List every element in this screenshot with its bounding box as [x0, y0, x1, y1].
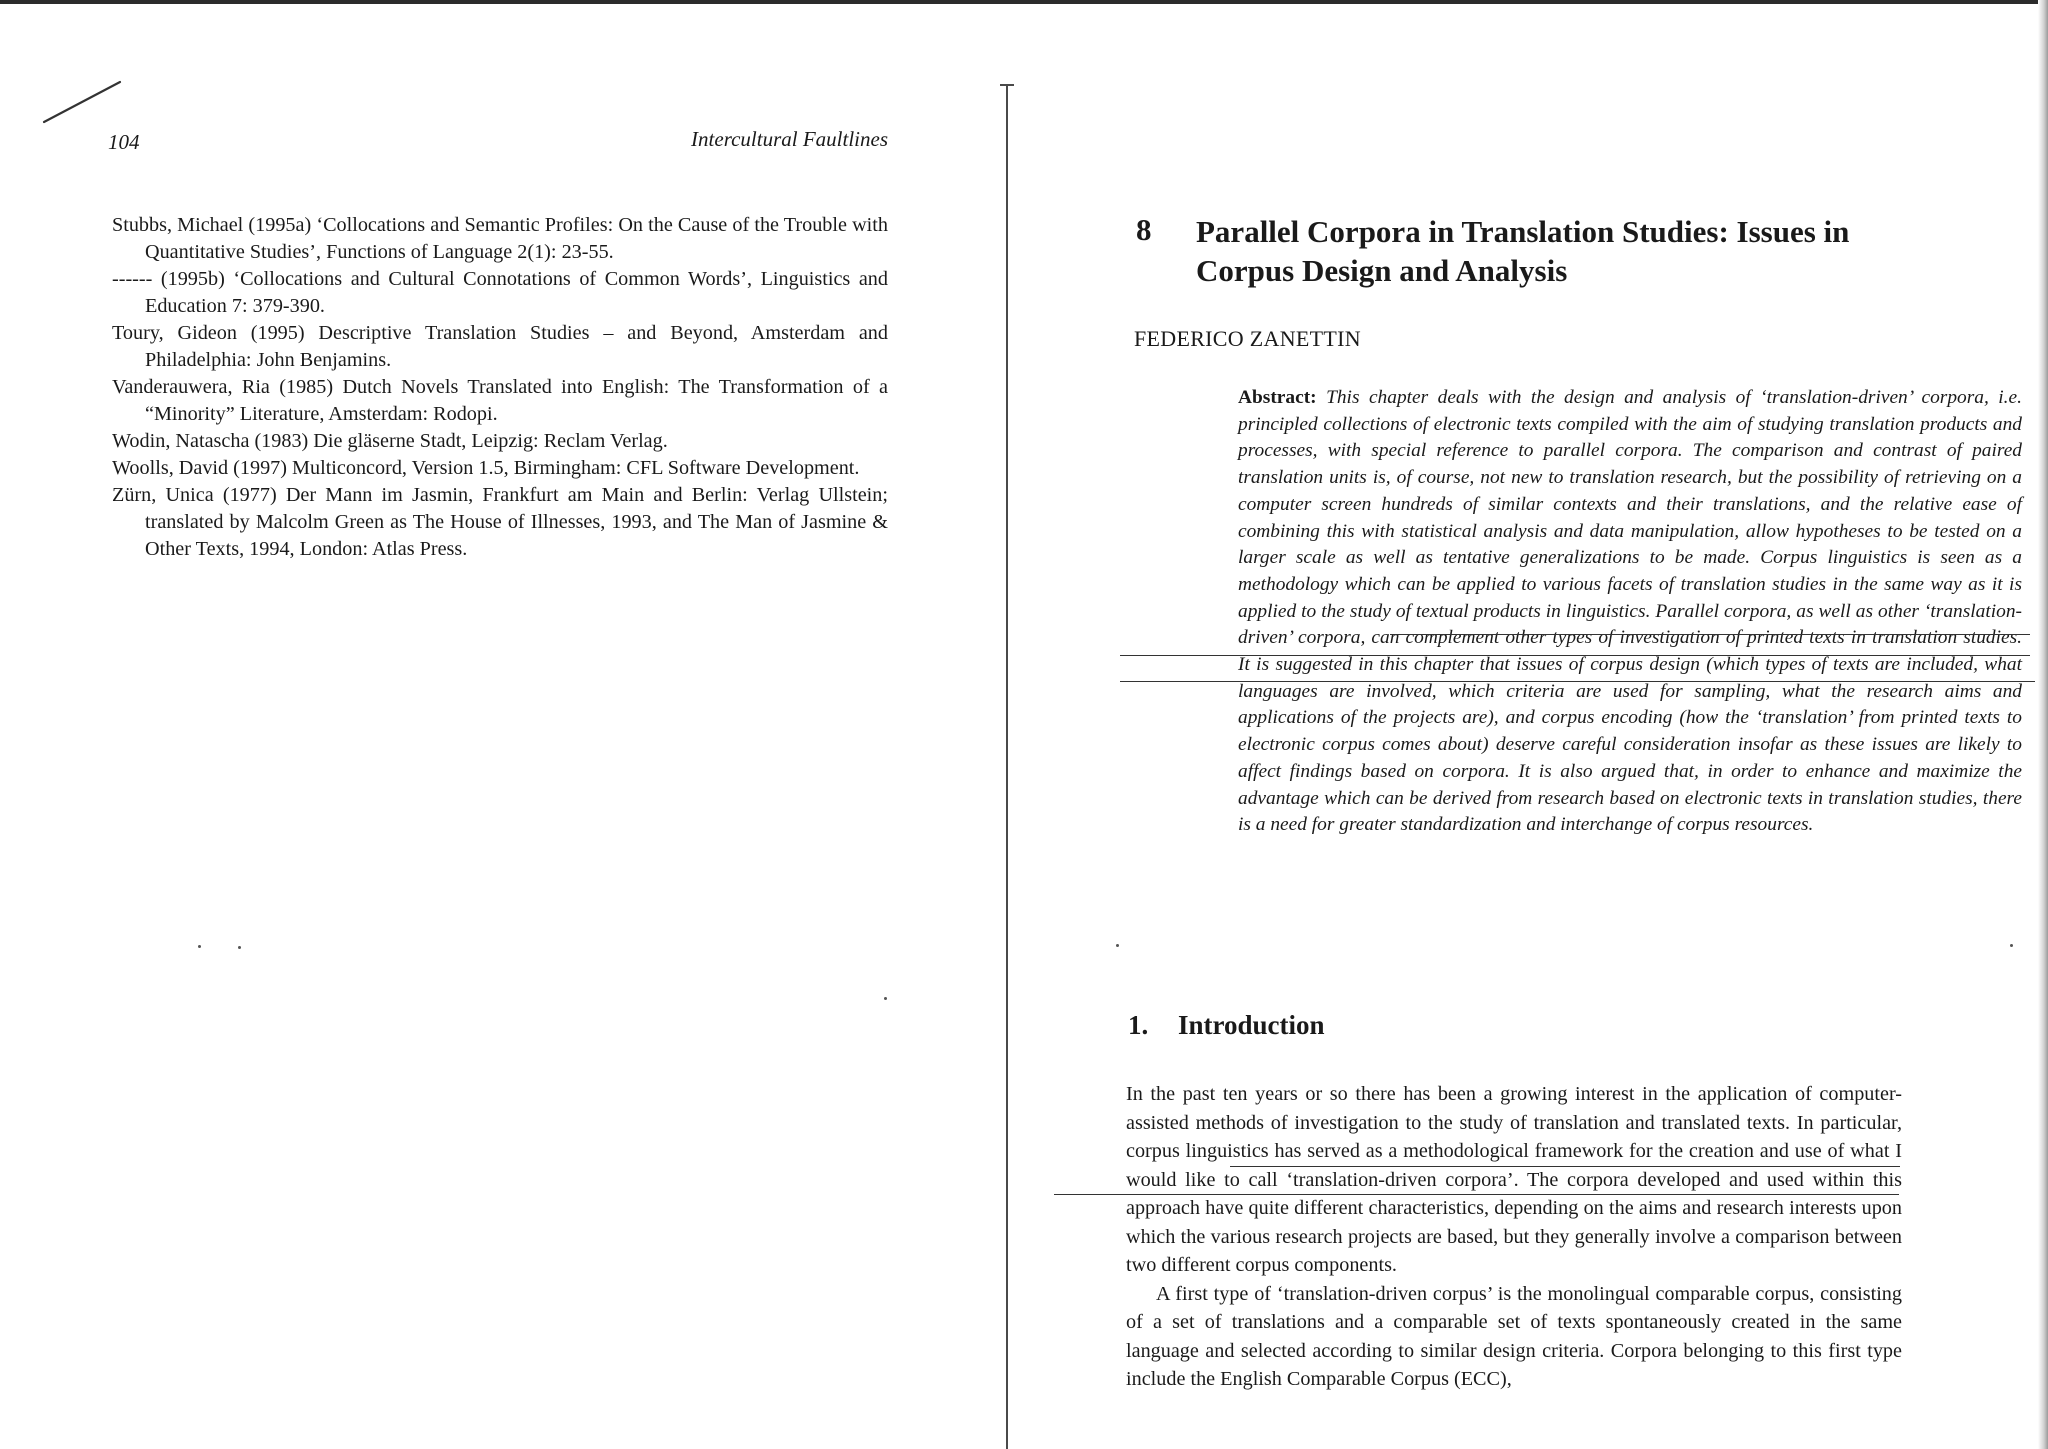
scan-right-edge [2038, 0, 2048, 1449]
body-text [1126, 1080, 1902, 1394]
reference-entry: Zürn, Unica (1977) Der Mann im Jasmin, Frankfurt am Main and Berlin: Verlag Ullstein; translated by Malcolm Green as The House of Illnesses, 1993, and The Man of Jasmine & Other Texts, 1994, London: Atlas Press. [112, 484, 888, 560]
left-page [108, 0, 888, 1449]
chapter-author: FEDERICO ZANETTIN [1134, 326, 1361, 351]
gutter-tick [1000, 84, 1014, 86]
scan-speck [884, 997, 887, 1000]
section-heading [1128, 1010, 1325, 1041]
book-gutter [1006, 84, 1008, 1449]
reference-entry: Toury, Gideon (1995) Descriptive Translation Studies – and Beyond, Amsterdam and Philadelphia: John Benjamins. [112, 322, 888, 371]
reference-entry: Wodin, Natascha (1983) Die gläserne Stadt, Leipzig: Reclam Verlag. [112, 430, 668, 452]
scan-speck [198, 945, 201, 948]
pencil-underline [1390, 634, 2030, 635]
chapter-title: Parallel Corpora in Translation Studies: Issues in Corpus Design and Analysis [1196, 214, 1850, 288]
pencil-underline [1230, 1166, 1900, 1167]
paragraph: In the past ten years or so there has been a growing interest in the application of computer-assisted methods of investigation to the study of translation and translated texts. In particular, corpus linguistics has served as a methodological framework for the creation and use of what I would like to call ‘translation-driven corpora’. The corpora developed and used within this approach have quite different characteristics, depending on the aims and research interests upon which the various research projects are based, but they generally involve a comparison between two different corpus components. [1126, 1083, 1902, 1276]
paragraph: A first type of ‘translation-driven corpus’ is the monolingual comparable corpus, consisting of a set of translations and a comparable set of texts spontaneously created in the same language and selected according to similar design criteria. Corpora belonging to this first type include the English Comparable Corpus (ECC), [1126, 1282, 1902, 1390]
pencil-underline [1120, 655, 2030, 656]
section-title: Introduction [1178, 1010, 1325, 1040]
reference-list [112, 212, 888, 563]
right-page [1120, 0, 2022, 1449]
scan-speck [2010, 944, 2013, 947]
pencil-underline [1120, 681, 2035, 682]
reference-entry: Woolls, David (1997) Multiconcord, Version 1.5, Birmingham: CFL Software Development. [112, 457, 860, 479]
abstract-text: This chapter deals with the design and analysis of ‘translation-driven’ corpora, i.e. principled collections of electronic texts compiled with the aim of studying translation products and processes, with special reference to parallel corpora. The comparison and contrast of paired translation units is, of course, not new to translation research, but the possibility of retrieving on a computer screen hundreds of similar contexts and their translations, and the relative ease of combining this with statistical analysis and data manipulation, allow hypotheses to be tested on a larger scale as well as tentative generalizations to be made. Corpus linguistics is seen as a methodology which can be applied to various facets of translation studies in the same way as it is applied to the study of textual products in linguistics. Parallel corpora, as well as other ‘translation-driven’ corpora, can complement other types of investigation of printed texts in translation studies. It is suggested in this chapter that issues of corpus design (which types of texts are included, what languages are involved, which criteria are used for sampling, what the research aims and applications of the projects are), and corpus encoding (how the ‘translation’ from printed texts to electronic corpus comes about) deserve careful consideration insofar as these issues are likely to affect findings based on corpora. It is also argued that, in order to enhance and maximize the advantage which can be derived from research based on electronic texts in translation studies, there is a need for greater standardization and interchange of corpus resources. [1238, 387, 2022, 836]
abstract-label: Abstract: [1238, 387, 1317, 408]
chapter-number: 8 [1136, 212, 1152, 247]
reference-entry: Vanderauwera, Ria (1985) Dutch Novels Translated into English: The Transformation of a “Minority” Literature, Amsterdam: Rodopi. [112, 376, 888, 425]
running-head: Intercultural Faultlines [691, 127, 888, 151]
reference-entry: ------ (1995b) ‘Collocations and Cultural Connotations of Common Words’, Linguistics and Education 7: 379-390. [112, 268, 888, 317]
abstract [1238, 385, 2022, 839]
page-number: 104 [108, 130, 140, 154]
pencil-underline [1054, 1194, 1899, 1195]
section-number: 1. [1128, 1010, 1149, 1040]
reference-entry: Stubbs, Michael (1995a) ‘Collocations and Semantic Profiles: On the Cause of the Trouble with Quantitative Studies’, Functions of Language 2(1): 23-55. [112, 214, 888, 263]
scan-speck [1116, 944, 1119, 947]
scan-speck [238, 946, 241, 949]
